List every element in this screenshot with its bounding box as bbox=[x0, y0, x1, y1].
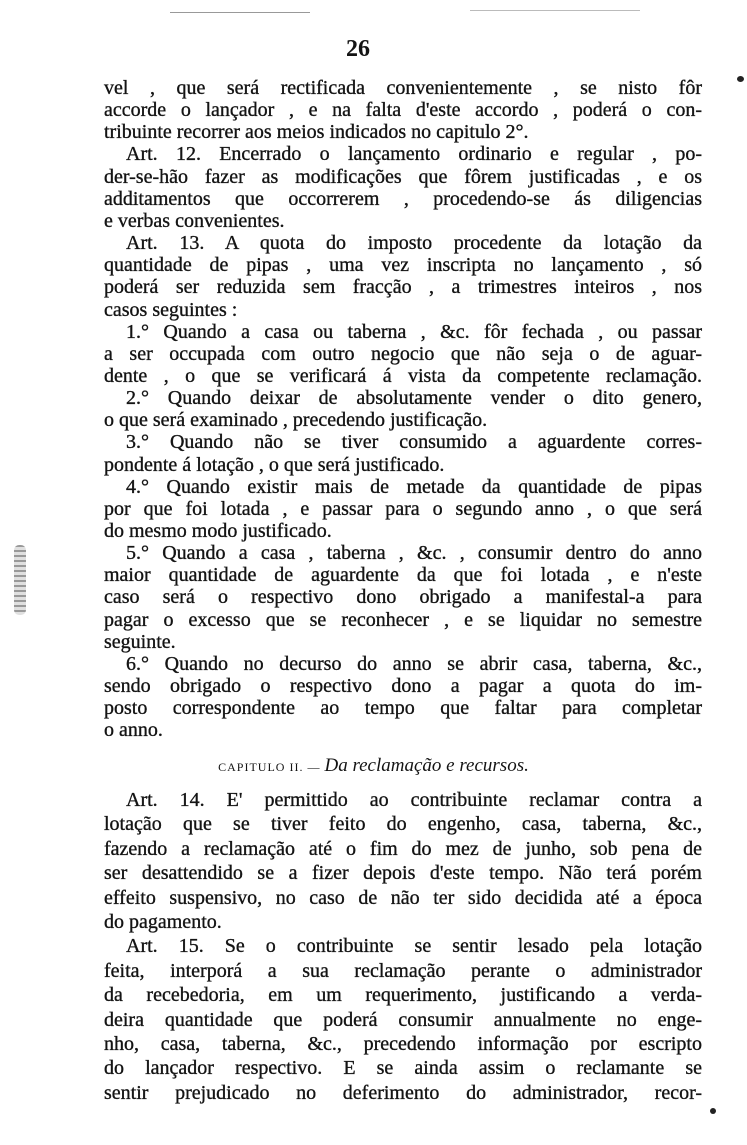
text-line: Art. 12. Encerrado o lançamento ordinario e regular , po- bbox=[126, 143, 702, 166]
text-line: e verbas convenientes. bbox=[104, 209, 285, 232]
text-line: 2.° Quando deixar de absolutamente vender o dito genero, bbox=[126, 387, 702, 410]
text-line: sendo obrigado o respectivo dono a pagar a quota do im- bbox=[104, 675, 702, 698]
text-line: fazendo a reclamação até o fim do mez de junho, sob pena de bbox=[104, 837, 702, 860]
text-line: 5.° Quando a casa , taberna , &c. , consumir dentro do anno bbox=[126, 542, 702, 565]
chapter-label: CAPITULO II. — bbox=[218, 760, 325, 774]
text-line: additamentos que occorrerem , procedendo-se ás diligencias bbox=[104, 187, 702, 210]
chapter-heading bbox=[0, 755, 747, 777]
text-line: tribuinte recorrer aos meios indicados no capitulo 2°. bbox=[104, 121, 529, 144]
text-line: ser desattendido se a fizer depois d'este tempo. Não terá porém bbox=[104, 862, 702, 885]
text-line: do mesmo modo justificado. bbox=[104, 520, 332, 542]
text-line: posto correspondente ao tempo que faltar para completar bbox=[104, 697, 702, 720]
ink-dot bbox=[737, 76, 744, 82]
text-line: da recebedoria, em um requerimento, justificando a verda- bbox=[104, 984, 702, 1007]
text-line: 4.° Quando existir mais de metade da quantidade de pipas bbox=[126, 475, 702, 498]
text-line: lotação que se tiver feito do engenho, casa, taberna, &c., bbox=[104, 813, 702, 836]
text-line: pondente á lotação , o que será justificado. bbox=[104, 453, 445, 476]
text-line: deira quantidade que poderá consumir annualmente no enge- bbox=[104, 1008, 702, 1031]
text-line: casos seguintes : bbox=[104, 298, 238, 321]
text-line: Art. 13. A quota do imposto procedente da lotação da bbox=[126, 232, 702, 255]
text-line: maior quantidade de aguardente da que foi lotada , e n'este bbox=[104, 564, 702, 587]
scan-artifact-top-right bbox=[470, 10, 640, 11]
text-line: o que será examinado , precedendo justificação. bbox=[104, 409, 488, 432]
text-line: a ser occupada com outro negocio que não seja o de aguar- bbox=[104, 342, 702, 365]
chapter-title: Da reclamação e recursos. bbox=[324, 755, 529, 776]
text-line: seguinte. bbox=[104, 630, 176, 653]
text-line: do lançador respectivo. E se ainda assim o reclamante se bbox=[104, 1057, 702, 1080]
text-line: 3.° Quando não se tiver consumido a aguardente corres- bbox=[126, 431, 702, 454]
text-line: feita, interporá a sua reclamação perante o administrador bbox=[104, 959, 702, 982]
text-line: Art. 15. Se o contribuinte se sentir lesado pela lotação bbox=[126, 935, 702, 958]
ink-dot bbox=[710, 1108, 716, 1114]
page-number: 26 bbox=[346, 36, 370, 62]
text-line: der-se-hão fazer as modificações que fôrem justificadas , e os bbox=[104, 165, 702, 188]
text-line: 1.° Quando a casa ou taberna , &c. fôr fechada , ou passar bbox=[126, 320, 702, 343]
text-line: pagar o excesso que se reconhecer , e se liquidar no semestre bbox=[104, 608, 702, 631]
text-line: accorde o lançador , e na falta d'este accordo , poderá o con- bbox=[104, 99, 702, 122]
text-line: quantidade de pipas , uma vez inscripta no lançamento , só bbox=[104, 254, 702, 277]
text-line: o anno. bbox=[104, 719, 163, 742]
text-line: dente , o que se verificará á vista da competente reclamação. bbox=[104, 364, 702, 387]
text-line: do pagamento. bbox=[104, 911, 222, 933]
text-line: 6.° Quando no decurso do anno se abrir casa, taberna, &c., bbox=[126, 652, 702, 675]
text-line: vel , que será rectificada convenientemente , se nisto fôr bbox=[104, 77, 702, 99]
text-line: poderá ser reduzida sem fracção , a trimestres inteiros , nos bbox=[104, 276, 702, 299]
text-line: effeito suspensivo, no caso de não ter sido decidida até a época bbox=[104, 886, 702, 909]
text-line: caso será o respectivo dono obrigado a manifestal-a para bbox=[104, 586, 702, 609]
text-line: sentir prejudicado no deferimento do administrador, recor- bbox=[104, 1081, 702, 1104]
text-line: Art. 14. E' permittido ao contribuinte reclamar contra a bbox=[126, 789, 702, 811]
text-line: nho, casa, taberna, &c., precedendo informação por escripto bbox=[104, 1033, 702, 1055]
scan-artifact-top-left bbox=[170, 12, 310, 13]
text-line: por que foi lotada , e passar para o segundo anno , o que será bbox=[104, 497, 702, 520]
scan-smudge bbox=[14, 545, 26, 615]
